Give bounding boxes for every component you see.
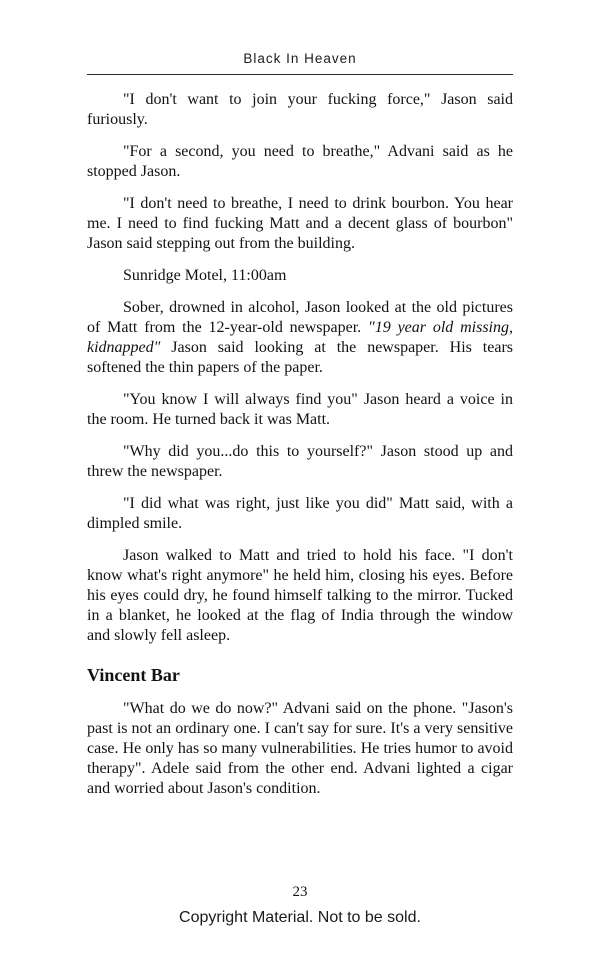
page-body [87, 75, 513, 811]
paragraph: "What do we do now?" Advani said on the phone. "Jason's past is not an ordinary one. I can't say for sure. It's a very sensitive case. He only has so many vulnerabilities. He tries humor to avoid therapy". Adele said from the other end. Advani lighted a cigar and worried about Jason's condition. [87, 700, 513, 797]
paragraph-text: Jason said looking at the newspaper. His tears softened the thin papers of the paper. [87, 339, 513, 376]
page-footer [87, 884, 513, 960]
section-heading: Vincent Bar [87, 665, 180, 685]
paragraph: "Why did you...do this to yourself?" Jason stood up and threw the newspaper. [87, 443, 513, 480]
paragraph: "I did what was right, just like you did" Matt said, with a dimpled smile. [87, 495, 513, 532]
page-number: 23 [292, 884, 308, 900]
running-header [87, 0, 513, 75]
paragraph-with-quote [87, 298, 513, 378]
paragraph-text: Sober, drowned in alcohol, Jason looked at the old pictures of Matt from the 12-year-old newspaper. [87, 299, 513, 336]
paragraph: Jason walked to Matt and tried to hold his face. "I don't know what's right anymore" he held him, closing his eyes. Before his eyes could dry, he found himself talking to the mirror. Tucked in a blanket, he looked at the flag of India through the window and slowly fell asleep. [87, 547, 513, 644]
paragraph: "I don't want to join your fucking force," Jason said furiously. [87, 91, 513, 128]
newspaper-headline-quote: "19 year old missing, kidnapped" [87, 319, 513, 356]
scene-line: Sunridge Motel, 11:00am [123, 267, 287, 284]
paragraph: "I don't need to breathe, I need to drink bourbon. You hear me. I need to find fucking Matt and a decent glass of bourbon" Jason said stepping out from the building. [87, 195, 513, 252]
copyright-notice: Copyright Material. Not to be sold. [179, 909, 421, 926]
paragraph: "You know I will always find you" Jason heard a voice in the room. He turned back it was Matt. [87, 391, 513, 428]
paragraph: "For a second, you need to breathe," Advani said as he stopped Jason. [87, 143, 513, 180]
book-title: Black In Heaven [243, 51, 357, 66]
